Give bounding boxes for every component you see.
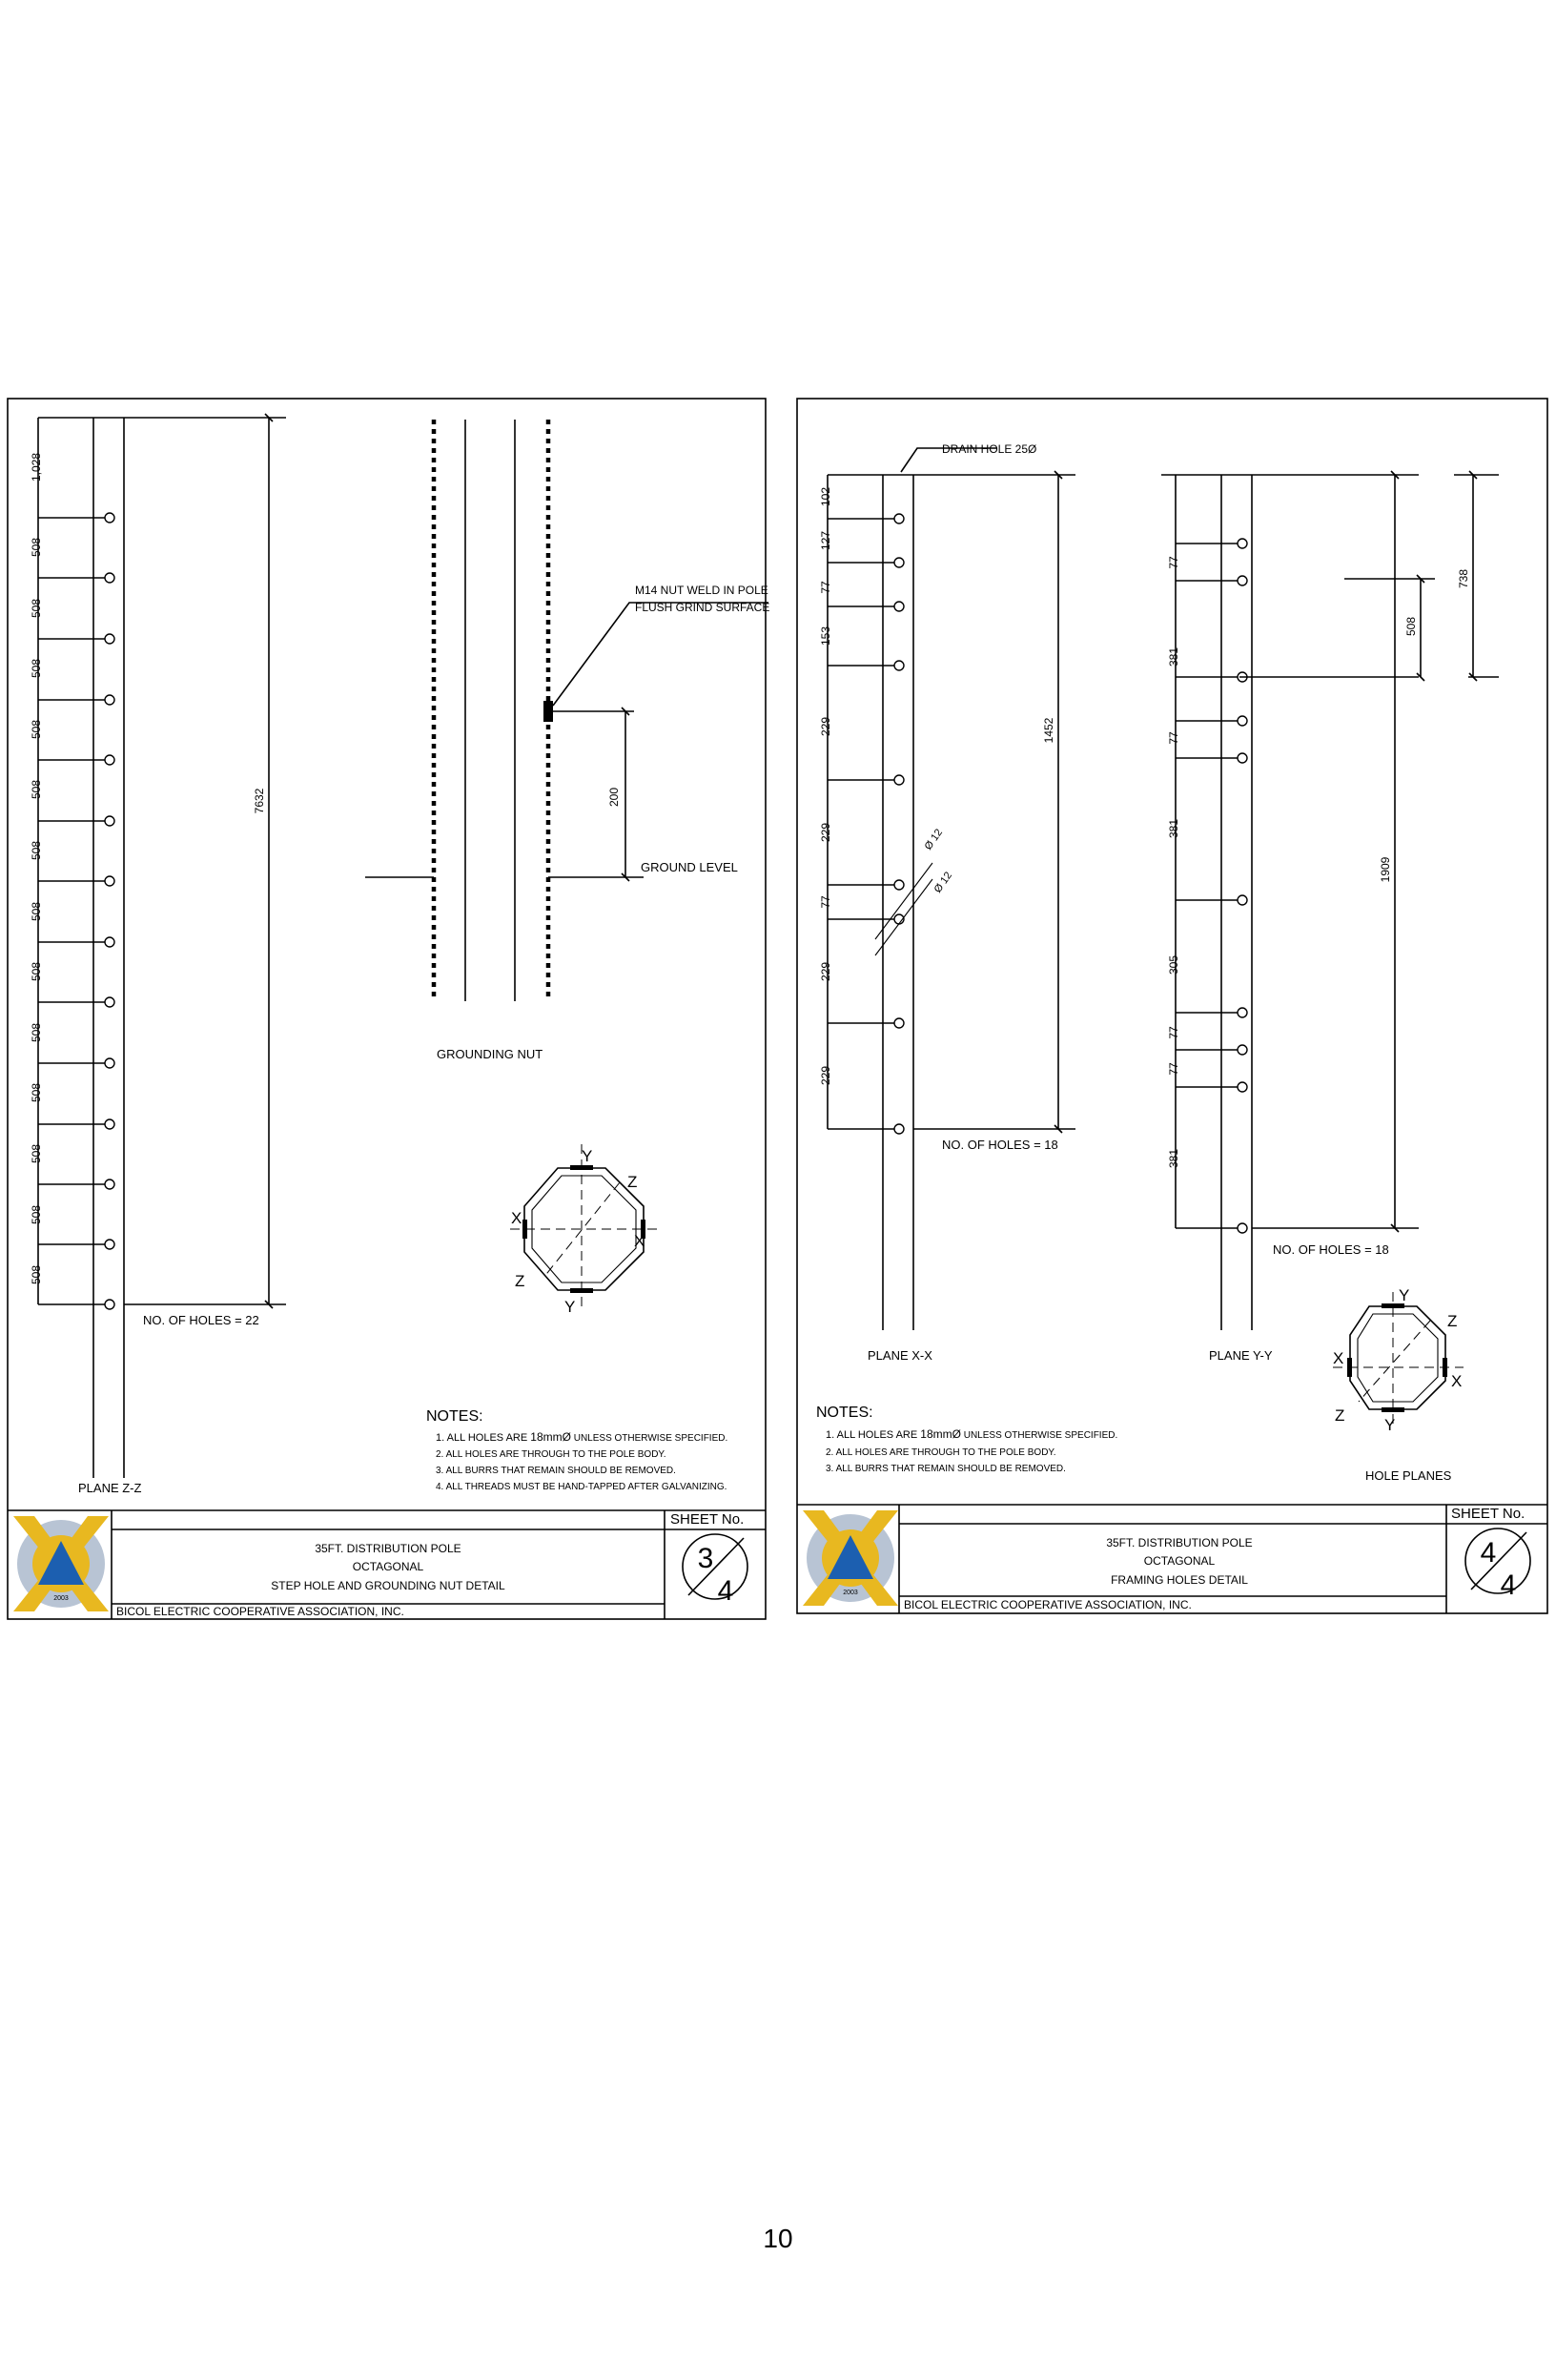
dim-label: 508 (30, 779, 43, 800)
total-dim-label: 7632 (253, 788, 266, 814)
hole-circle (105, 634, 114, 644)
hole-circle (1238, 539, 1247, 548)
dim-label: 508 (30, 1143, 43, 1164)
hole-circle (894, 602, 904, 611)
title-line-2: OCTAGONAL (1143, 1554, 1216, 1568)
octagon-section (510, 1144, 658, 1316)
octagon-label-z-left: Z (1335, 1406, 1345, 1425)
hole-circle (105, 816, 114, 826)
dim-label: 102 (819, 486, 832, 507)
sheet-4 (797, 399, 1547, 1613)
note-line: 2. ALL HOLES ARE THROUGH TO THE POLE BODY. (436, 1449, 666, 1460)
page-number: 10 (763, 2224, 793, 2253)
nut-height-dim: 200 (607, 787, 621, 808)
octagon-label-y-bottom: Y (564, 1298, 576, 1316)
dim-label: 77 (1167, 731, 1180, 745)
total-x-label: 1452 (1042, 717, 1055, 744)
dim-label: 508 (30, 719, 43, 740)
dim-label: 153 (819, 626, 832, 646)
octagon-label-y-bottom: Y (1384, 1416, 1396, 1434)
hole-circle (105, 1058, 114, 1068)
dim-label: 127 (819, 530, 832, 551)
dim-label: 508 (30, 901, 43, 922)
hole-circle (894, 1124, 904, 1134)
hole-circle (894, 880, 904, 890)
dim-label: 508 (30, 1082, 43, 1103)
total-dimension-x (913, 475, 1075, 1129)
hole-circle (894, 1018, 904, 1028)
dim-label: 229 (819, 822, 832, 843)
notes-block (816, 1405, 1117, 1474)
hole-circle (1238, 1008, 1247, 1017)
title-block (797, 1505, 1547, 1613)
dim-label: 508 (30, 658, 43, 679)
title-line-2: OCTAGONAL (352, 1560, 424, 1573)
octagon-label-x-left: X (511, 1209, 522, 1227)
phi-label-1: Ø 12 (922, 827, 946, 852)
hole-circle (105, 1180, 114, 1189)
title-block (8, 1510, 766, 1619)
hole-circle (1238, 716, 1247, 726)
company-name: BICOL ELECTRIC COOPERATIVE ASSOCIATION, INC. (904, 1598, 1192, 1611)
note-line: 1. ALL HOLES ARE 18mmØ UNLESS OTHERWISE SPECIFIED. (436, 1430, 728, 1444)
dim-label: 508 (30, 840, 43, 861)
dim-label: 508 (30, 1264, 43, 1285)
dim-label: 508 (30, 961, 43, 982)
octagon-label-x-right: X (634, 1232, 645, 1250)
dim-label: 1,028 (30, 452, 43, 482)
sheet-number: 4 (1480, 1537, 1497, 1569)
note-line: 2. ALL HOLES ARE THROUGH TO THE POLE BODY. (826, 1447, 1056, 1458)
dim-label: 305 (1167, 954, 1180, 975)
note-line: 3. ALL BURRS THAT REMAIN SHOULD BE REMOVED. (436, 1466, 676, 1476)
dim-label: 77 (1167, 556, 1180, 569)
hole-circle (105, 573, 114, 583)
step-hole-ticks (38, 513, 114, 1309)
dim-label: 77 (819, 581, 832, 594)
framing-hole-dims-y (1167, 556, 1180, 1168)
hole-circle (1238, 753, 1247, 763)
holes-count-note-x: NO. OF HOLES = 18 (942, 1138, 1058, 1152)
hole-circle (1238, 1223, 1247, 1233)
hole-circle (1238, 1082, 1247, 1092)
sheet-number: 3 (697, 1543, 714, 1574)
octagon-label-z-right: Z (627, 1173, 638, 1191)
octagon-label-y-top: Y (1399, 1286, 1410, 1304)
note-line: 3. ALL BURRS THAT REMAIN SHOULD BE REMOVED. (826, 1464, 1066, 1474)
dim-label: 508 (30, 598, 43, 619)
logo-year: 2003 (53, 1595, 69, 1602)
holes-count-note-y: NO. OF HOLES = 18 (1273, 1242, 1389, 1257)
hole-circle (894, 558, 904, 567)
title-line-1: 35FT. DISTRIBUTION POLE (1106, 1536, 1253, 1549)
hole-circle (105, 876, 114, 886)
hole-planes-label: HOLE PLANES (1365, 1468, 1452, 1483)
hole-planes-octagon (1333, 1286, 1464, 1483)
plane-z-z-label: PLANE Z-Z (78, 1481, 142, 1495)
dim-738-label: 738 (1457, 568, 1470, 589)
dim-508-738 (1239, 475, 1499, 677)
dim-label: 77 (819, 895, 832, 909)
cooperative-logo (13, 1516, 109, 1611)
nut-callout-line-1: M14 NUT WELD IN POLE (635, 584, 768, 597)
hole-circle (105, 1300, 114, 1309)
dim-label: 77 (1167, 1062, 1180, 1076)
ground-level-label: GROUND LEVEL (641, 860, 738, 874)
drain-hole-label: DRAIN HOLE 25Ø (942, 442, 1037, 456)
nut-callout-line-2: FLUSH GRIND SURFACE (635, 601, 770, 614)
octagon-label-y-top: Y (582, 1147, 593, 1165)
drain-hole-callout (901, 442, 1036, 472)
total-y-label: 1909 (1379, 856, 1392, 883)
logo-year: 2003 (843, 1590, 858, 1596)
title-line-1: 35FT. DISTRIBUTION POLE (315, 1542, 461, 1555)
pole-plane-y-y (1221, 475, 1252, 1330)
weld-nut (543, 701, 553, 722)
sheet-no-label: SHEET No. (670, 1511, 745, 1528)
total-dimension-y (1252, 475, 1419, 1228)
dim-label: 381 (1167, 818, 1180, 839)
hole-circle (105, 755, 114, 765)
octagon-label-x-left: X (1333, 1349, 1344, 1367)
octagon-label-x-right: X (1451, 1372, 1463, 1390)
title-line-3: STEP HOLE AND GROUNDING NUT DETAIL (271, 1579, 505, 1592)
title-line-3: FRAMING HOLES DETAIL (1111, 1573, 1248, 1587)
octagon-label-z-right: Z (1447, 1312, 1458, 1330)
hole-circle (105, 997, 114, 1007)
dim-label: 77 (1167, 1026, 1180, 1039)
hole-circle (894, 661, 904, 670)
note-line: 1. ALL HOLES ARE 18mmØ UNLESS OTHERWISE SPECIFIED. (826, 1427, 1118, 1441)
notes-block (426, 1408, 727, 1492)
grounding-nut-detail (365, 420, 769, 1061)
dim-508-label: 508 (1404, 616, 1418, 637)
hole-circle (894, 514, 904, 523)
hole-circle (105, 937, 114, 947)
dim-label: 229 (819, 961, 832, 982)
octagon-label-z-left: Z (515, 1272, 525, 1290)
cooperative-logo (803, 1510, 898, 1606)
notes-title: NOTES: (816, 1405, 873, 1421)
hole-circle (105, 513, 114, 523)
dim-label: 381 (1167, 1148, 1180, 1169)
phi-label-2: Ø 12 (932, 870, 955, 895)
grounding-nut-title: GROUNDING NUT (437, 1047, 543, 1061)
dim-label: 381 (1167, 646, 1180, 667)
phi-callouts (875, 827, 954, 955)
company-name: BICOL ELECTRIC COOPERATIVE ASSOCIATION, INC. (116, 1605, 404, 1618)
hole-circle (894, 775, 904, 785)
framing-hole-ticks-y (1176, 539, 1247, 1233)
dim-label: 229 (819, 716, 832, 737)
hole-circle (105, 1240, 114, 1249)
framing-hole-ticks-x (828, 514, 904, 1134)
notes-title: NOTES: (426, 1408, 483, 1425)
total-dimension (124, 418, 286, 1304)
hole-circle (1238, 895, 1247, 905)
note-line: 4. ALL THREADS MUST BE HAND-TAPPED AFTER GALVANIZING. (436, 1482, 727, 1492)
hole-circle (105, 695, 114, 705)
dim-label: 508 (30, 1022, 43, 1043)
framing-hole-dims-x (819, 487, 832, 1085)
hole-circle (1238, 1045, 1247, 1055)
sheet-no-label: SHEET No. (1451, 1506, 1525, 1522)
holes-count-note: NO. OF HOLES = 22 (143, 1313, 259, 1327)
dim-label: 508 (30, 1204, 43, 1225)
sheet-total: 4 (1500, 1570, 1517, 1601)
plane-x-x-label: PLANE X-X (868, 1348, 932, 1363)
dim-label: 508 (30, 537, 43, 558)
sheet-3 (8, 399, 769, 1619)
hole-circle (105, 1119, 114, 1129)
dim-label: 229 (819, 1065, 832, 1086)
hole-circle (1238, 576, 1247, 585)
plane-y-y-label: PLANE Y-Y (1209, 1348, 1273, 1363)
sheet-total: 4 (717, 1575, 734, 1607)
